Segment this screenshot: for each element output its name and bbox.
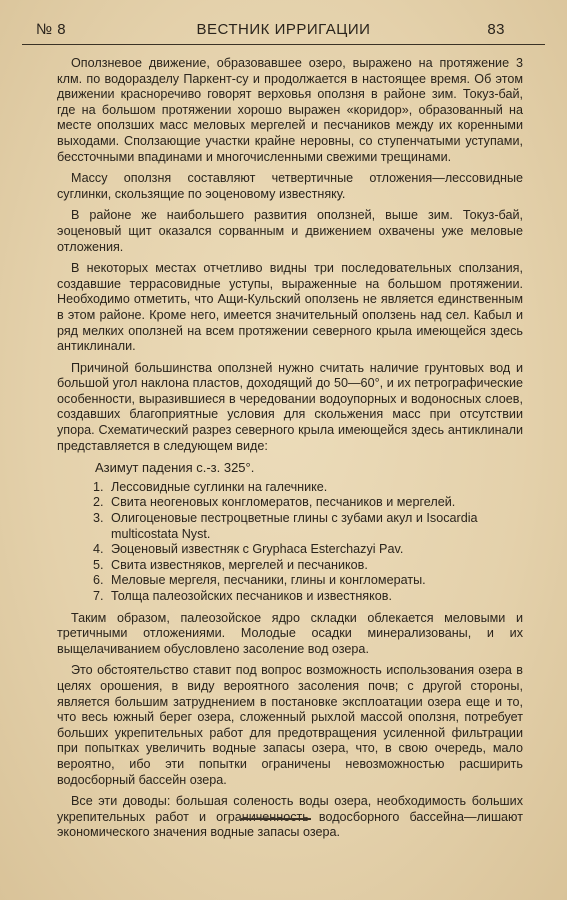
paragraph: Таким образом, палеозойское ядро складки облекается меловыми и третичными отложениями. Молодые осадки минерализованы, и их выщелачиванием обусловлено засоление вод озера.: [57, 610, 523, 656]
list-item: [93, 573, 523, 589]
list-number: 1.: [93, 479, 104, 494]
list-item: [93, 495, 523, 511]
section-layer-list: [57, 480, 523, 605]
page-number: 83: [487, 21, 505, 38]
list-item: [93, 589, 523, 605]
paragraph: В районе же наибольшего развития оползней, выше зим. Токуз-бай, эоценовый щит оказался сорванным и движением охвачены уже меловые отложения.: [57, 208, 523, 254]
list-number: 7.: [93, 589, 104, 603]
issue-number: № 8: [36, 21, 67, 38]
journal-title: ВЕСТНИК ИРРИГАЦИИ: [196, 21, 371, 38]
end-of-article-rule: [241, 818, 311, 820]
list-number: 2.: [93, 495, 104, 510]
list-text: Свита неогеновых конгломератов, песчаников и мергелей.: [111, 495, 456, 510]
list-text: Лессовидные суглинки на галечнике.: [111, 479, 328, 494]
header-rule: [22, 44, 545, 45]
list-item: [93, 542, 523, 558]
paragraph: Массу оползня составляют четвертичные отложения—лессовидные суглинки, скользящие по эоценовому известняку.: [57, 171, 523, 201]
list-item: [93, 558, 523, 574]
azimuth-line: Азимут падения с.-з. 325°.: [95, 460, 255, 476]
list-item: [93, 480, 523, 496]
paragraph: Причиной большинства оползней нужно считать наличие грунтовых вод и большой угол наклона пластов, доходящий до 50—60°, и их петрографические особенности, выразившиеся в чередовании водоупорных и водоносных слоев, создавших благоприятные условия для скольжения масс при отсутствии упора. Схематический разрез северного крыла имеющейся здесь антиклинали представляется в следующем виде:: [57, 360, 523, 453]
paragraph: Оползневое движение, образовавшее озеро, выражено на протяжение 3 клм. по водоразделу Паркент-су и продолжается в настоящее время. Об этом движении красноречиво говорят верховья оползня в районе зим. Токуз-бай, где на большом протяжении хорошо выражен «коридор», образованный на месте оползших масс меловых мергелей и песчаников между их коренными выходами. Сползающие участки крайне неровны, со ступенчатыми уступами, бессточными впадинами и многочисленными свежими трещинами.: [57, 56, 523, 164]
article-body: [57, 56, 523, 847]
list-text: Свита известняков, мергелей и песчаников.: [111, 557, 368, 572]
list-number: 4.: [93, 542, 104, 557]
list-text: Олигоценовые пестроцветные глины с зубами акул и Isocardia multicostata Nyst.: [111, 511, 478, 541]
page-header: [22, 18, 545, 42]
list-number: 6.: [93, 573, 104, 588]
list-item: [93, 511, 523, 542]
list-text: Эоценовый известняк с Gryphaca Esterchazyi Pav.: [111, 542, 404, 557]
paragraph: Это обстоятельство ставит под вопрос возможность использования озера в целях орошения, в виду вероятного засоления почв; с другой стороны, является большим затруднением в постановке эксплоатации озера еще и то, что весь южный берег озера, сложенный рыхлой массой оползня, потребует больших укрепительных работ для предотвращения усиленной фильтрации при попытках увеличить водные запасы озера, что, в свою очередь, мало вероятно, ибо эти попытки ограничены невозможностью расширить водосборный бассейн озера.: [57, 663, 523, 787]
paragraph: Все эти доводы: большая соленость воды озера, необходимость больших укрепительных работ и ограниченность водосборного бассейна—лишают экономического значения водные запасы озера.: [57, 794, 523, 840]
list-text: Меловые мергеля, песчаники, глины и конгломераты.: [111, 573, 426, 588]
paragraph: В некоторых местах отчетливо видны три последовательных сползания, создавшие террасовидные уступы, выраженные на большом протяжении. Необходимо отметить, что Ащи-Кульский оползень не является единственным в этом районе. Кроме него, имеется значительный оползень над сел. Кабыл и ряд мелких оползней на всем протяжении северного крыла имеющейся здесь антиклинали.: [57, 261, 523, 354]
list-number: 3.: [93, 511, 104, 526]
list-text: Толща палеозойских песчаников и известняков.: [111, 589, 392, 603]
list-number: 5.: [93, 557, 104, 572]
